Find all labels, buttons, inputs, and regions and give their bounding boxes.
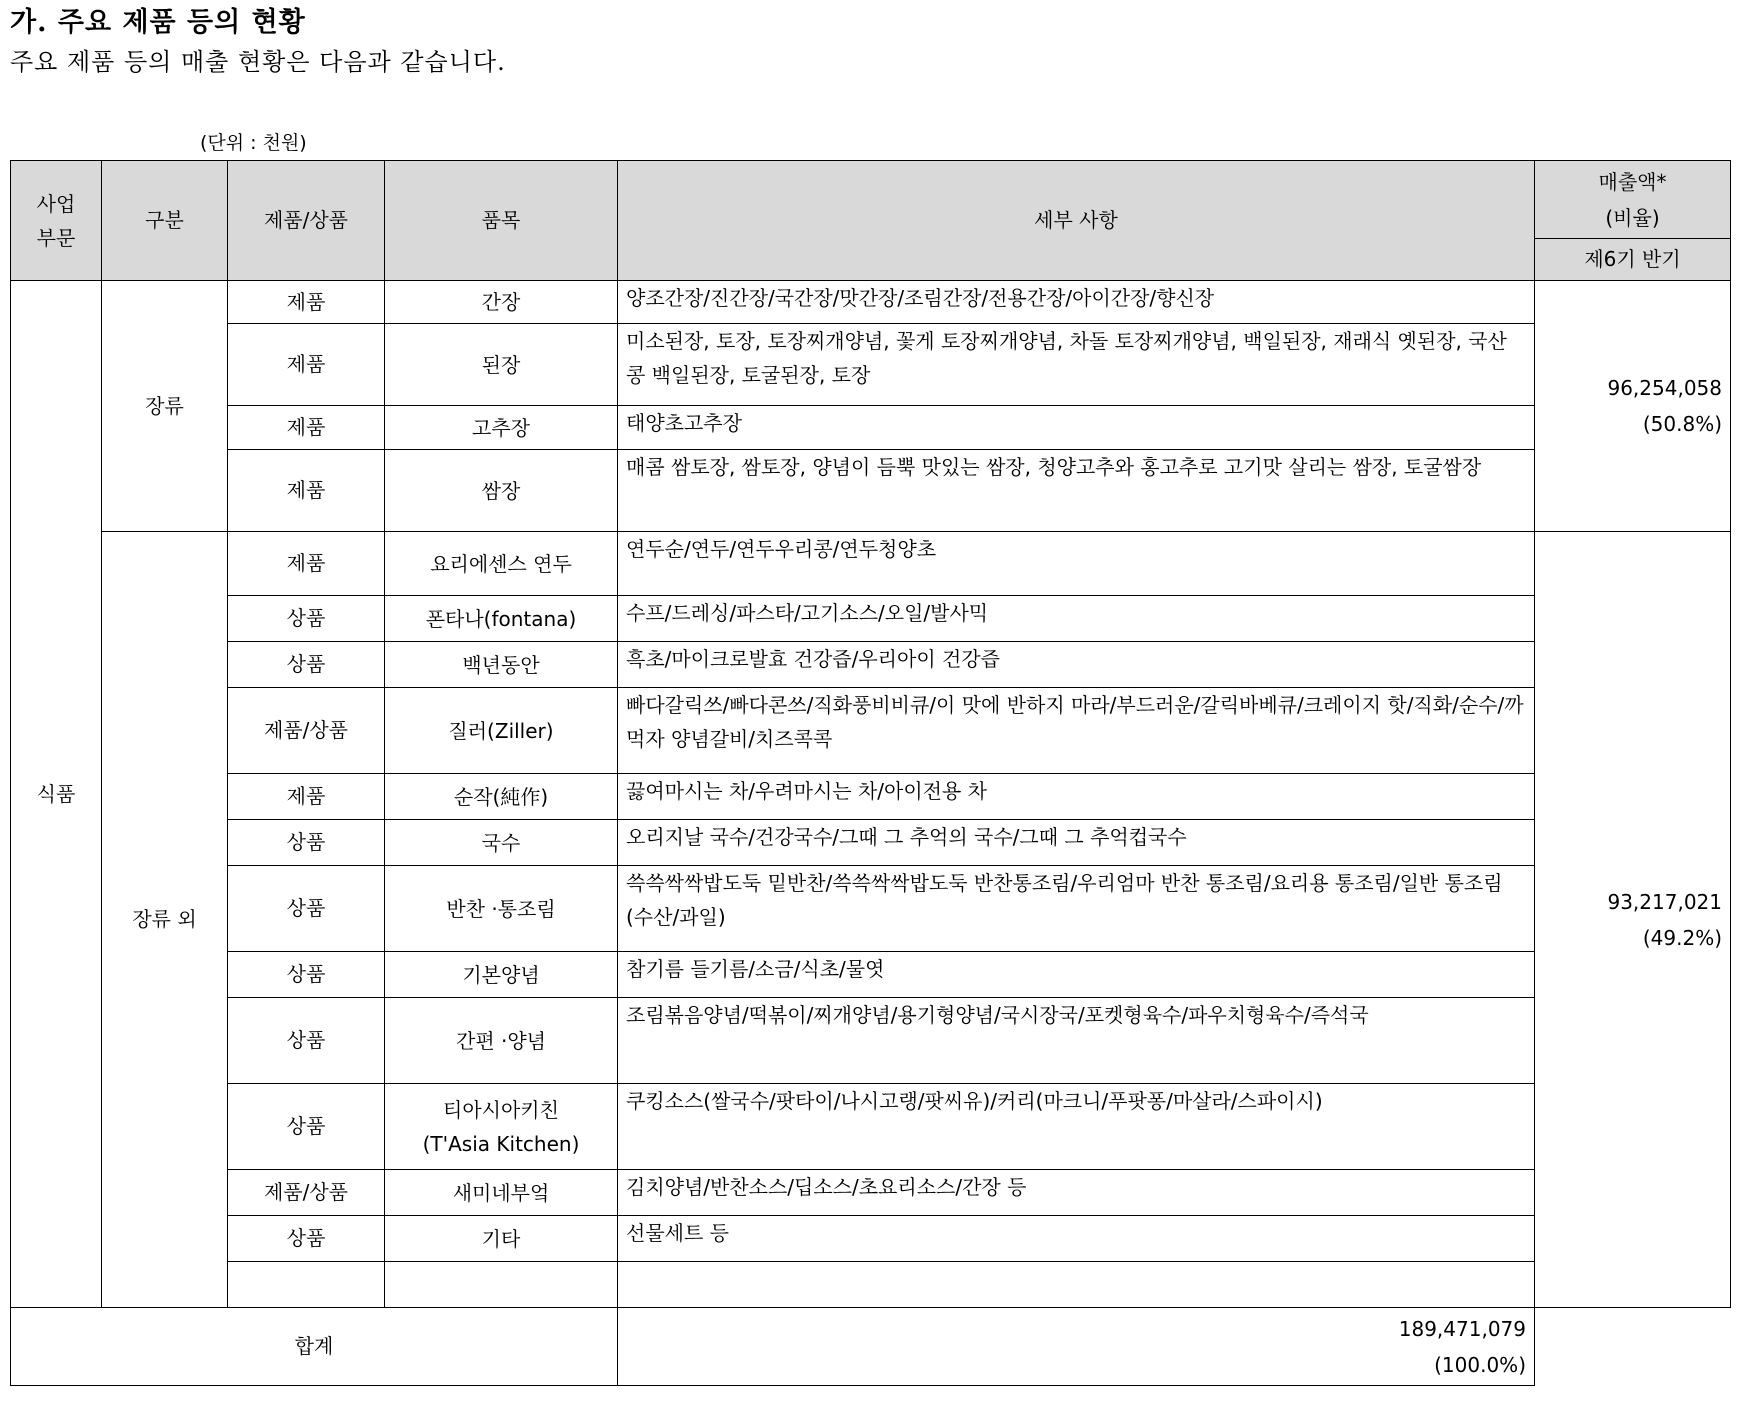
detail-cell: 매콤 쌈토장, 쌈토장, 양념이 듬뿍 맛있는 쌈장, 청양고추와 홍고추로 고기맛 살리는 쌈장, 토굴쌈장 [618,450,1535,532]
type-cell: 제품 [228,532,385,596]
section-heading: 가. 주요 제품 등의 현황 [10,7,306,38]
item-cell: 쌈장 [385,450,618,532]
total-sales: 189,471,079 (100.0%) [618,1308,1535,1386]
type-cell: 상품 [228,998,385,1084]
item-cell: 국수 [385,820,618,866]
header-item: 품목 [385,161,618,281]
type-cell: 제품 [228,450,385,532]
item-cell: 간편 ·양념 [385,998,618,1084]
type-cell: 상품 [228,1084,385,1170]
header-category: 구분 [102,161,228,281]
type-cell: 상품 [228,596,385,642]
detail-cell: 김치양념/반찬소스/딥소스/초요리소스/간장 등 [618,1170,1535,1216]
detail-cell: 끓여마시는 차/우려마시는 차/아이전용 차 [618,774,1535,820]
item-cell: 티아시아키친 (T'Asia Kitchen) [385,1084,618,1170]
type-cell: 제품 [228,406,385,450]
total-row [11,1308,1731,1386]
detail-cell: 쿠킹소스(쌀국수/팟타이/나시고랭/팟씨유)/커리(마크니/푸팟퐁/마살라/스파이시) [618,1084,1535,1170]
sales-cell-jang: 96,254,058 (50.8%) [1535,281,1731,532]
table-row [11,1216,1731,1262]
table-row [11,998,1731,1084]
table-row [11,774,1731,820]
detail-cell: 쓱쓱싹싹밥도둑 밑반찬/쓱쓱싹싹밥도둑 반찬통조림/우리엄마 반찬 통조림/요리용 통조림/일반 통조림(수산/과일) [618,866,1535,952]
detail-cell: 빠다갈릭쓰/빠다콘쓰/직화풍비비큐/이 맛에 반하지 마라/부드러운/갈릭바베큐/크레이지 핫/직화/순수/까먹자 양념갈비/치즈콕콕 [618,688,1535,774]
unit-note: (단위 : 천원) [200,132,307,154]
sales-table-body [11,161,1731,1386]
item-cell: 간장 [385,281,618,324]
type-cell: 제품 [228,774,385,820]
table-row [11,324,1731,406]
detail-cell: 연두순/연두/연두우리콩/연두청양초 [618,532,1535,596]
sales-table [10,160,1731,1386]
type-cell: 제품 [228,281,385,324]
group-cell-other: 장류 외 [102,532,228,1308]
header-sales: 매출액* (비율) [1535,161,1731,239]
table-row [11,450,1731,532]
type-cell: 상품 [228,866,385,952]
sales-cell-other: 93,217,021 (49.2%) [1535,532,1731,1308]
type-cell: 제품/상품 [228,1170,385,1216]
blank-cell [618,1262,1535,1308]
blank-cell [385,1262,618,1308]
header-division: 사업 부문 [11,161,102,281]
detail-cell: 미소된장, 토장, 토장찌개양념, 꽃게 토장찌개양념, 차돌 토장찌개양념, 백일된장, 재래식 옛된장, 국산콩 백일된장, 토굴된장, 토장 [618,324,1535,406]
header-period: 제6기 반기 [1535,239,1731,281]
table-row [11,866,1731,952]
group-cell-jang: 장류 [102,281,228,532]
item-cell: 백년동안 [385,642,618,688]
type-cell: 제품/상품 [228,688,385,774]
item-cell: 질러(Ziller) [385,688,618,774]
table-row [11,952,1731,998]
header-type: 제품/상품 [228,161,385,281]
table-row [11,406,1731,450]
type-cell: 상품 [228,642,385,688]
item-cell: 기본양념 [385,952,618,998]
table-row [11,281,1731,324]
table-row [11,532,1731,596]
table-row [11,688,1731,774]
item-cell: 반찬 ·통조림 [385,866,618,952]
detail-cell: 흑초/마이크로발효 건강즙/우리아이 건강즙 [618,642,1535,688]
detail-cell: 선물세트 등 [618,1216,1535,1262]
division-cell: 식품 [11,281,102,1308]
detail-cell: 조림볶음양념/떡볶이/찌개양념/용기형양념/국시장국/포켓형육수/파우치형육수/즉석국 [618,998,1535,1084]
detail-cell: 양조간장/진간장/국간장/맛간장/조림간장/전용간장/아이간장/향신장 [618,281,1535,324]
type-cell: 상품 [228,820,385,866]
type-cell: 상품 [228,952,385,998]
intro-text: 주요 제품 등의 매출 현황은 다음과 같습니다. [10,48,506,76]
detail-cell: 수프/드레싱/파스타/고기소스/오일/발사믹 [618,596,1535,642]
item-cell: 기타 [385,1216,618,1262]
type-cell: 제품 [228,324,385,406]
blank-cell [228,1262,385,1308]
header-detail: 세부 사항 [618,161,1535,281]
detail-cell: 오리지날 국수/건강국수/그때 그 추억의 국수/그때 그 추억컵국수 [618,820,1535,866]
table-row [11,1170,1731,1216]
item-cell: 요리에센스 연두 [385,532,618,596]
detail-cell: 태양초고추장 [618,406,1535,450]
table-row [11,1084,1731,1170]
item-cell: 된장 [385,324,618,406]
table-row [11,596,1731,642]
total-label: 합계 [11,1308,618,1386]
table-row [11,642,1731,688]
item-cell: 폰타나(fontana) [385,596,618,642]
detail-cell: 참기름 들기름/소금/식초/물엿 [618,952,1535,998]
type-cell: 상품 [228,1216,385,1262]
item-cell: 고추장 [385,406,618,450]
table-row [11,820,1731,866]
table-row-blank [11,1262,1731,1308]
item-cell: 새미네부엌 [385,1170,618,1216]
item-cell: 순작(純作) [385,774,618,820]
